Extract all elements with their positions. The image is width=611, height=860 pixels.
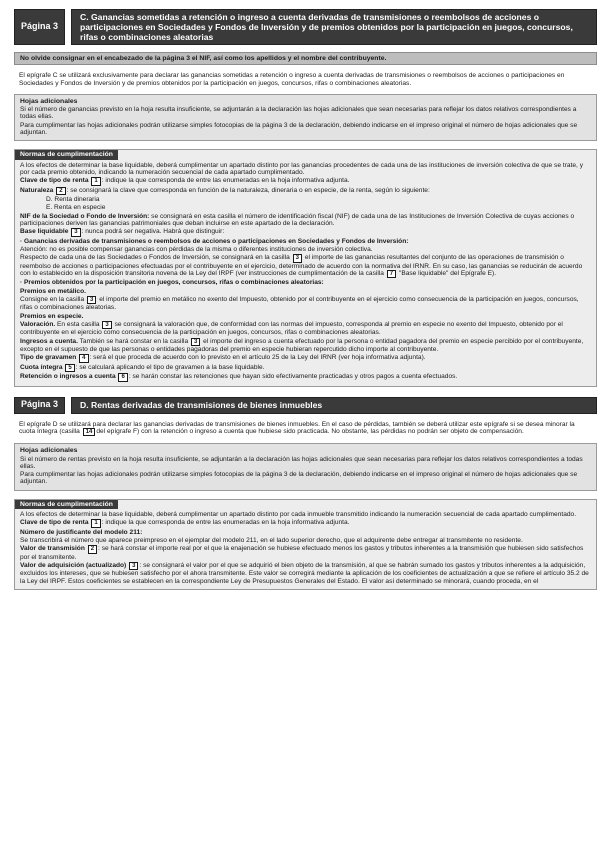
d-vt: Valor de transmisión 2 : se hará constar el importe real por el que la enajenación se hubiese efectuado menos los gastos y tributos inherentes a la transmisión que hubiesen sido satisfechos por el transmitente. (20, 545, 584, 561)
c-ret-box: 6 (118, 373, 127, 381)
d-clave-box: 1 (91, 519, 100, 527)
d-clave: Clave de tipo de renta 1 : indique la que corresponda de entre las enumeradas en la hoja informativa adjunta. (20, 519, 350, 527)
section-c-title: C. Ganancias sometidas a retención o ingreso a cuenta derivadas de transmisiones o reembolsos de acciones o participaciones en Sociedades y Fondos de Inversión y de premios obtenidos por la participación en juegos, concursos, rifas o combinaciones aleatorias (71, 9, 597, 45)
page (14, 9, 597, 590)
section-c-hojas-p1: Si el número de ganancias previsto en la hoja resulta insuficiente, se adjuntarán a la declaración las hojas adicionales que sean necesarias para reflejar los datos relativos correspondientes a todas ellas. (20, 106, 577, 121)
c-p-base: A los efectos de determinar la base liquidable, deberá cumplimentar un apartado distinto por las ganancias procedentes de cada una de las instituciones de inversión colectiva de que se trate, y por cada premio obtenido, indicando la numeración secuencial de cada apartado cumplimentado. (20, 161, 584, 176)
section-c-hojas-panel (14, 94, 597, 141)
c-cuota: Cuota íntegra 5 : se calculará aplicando el tipo de gravamen a la base liquidable. (20, 363, 265, 371)
c-tipo-box: 4 (79, 354, 88, 362)
c-clave: Clave de tipo de renta 1 : indique la que corresponda de entre las enumeradas en la hoja informativa adjunta. (20, 177, 350, 185)
c-resp-box2: 7 (387, 270, 396, 278)
c-resp-box: 3 (293, 254, 302, 262)
section-c-page-tag: Página 3 (14, 9, 65, 45)
c-ingresos: Ingresos a cuenta. También se hará constar en la casilla 3 el importe del ingreso a cuenta efectuado por la persona o entidad pagadora del premio en especie percibido por el contribuyente, excepto en el supuesto de que las personas o entidades pagadoras del premio en especie hubieran repercutido dicho importe al contribuyente. (20, 337, 584, 354)
section-c-normas (14, 149, 597, 386)
section-d-hojas-title: Hojas adicionales (20, 447, 78, 455)
section-c-normas-body (15, 160, 596, 386)
d-p-base: A los efectos de determinar la base liquidable, deberá cumplimentar un apartado distinto por cada inmueble transmitido indicando la numeración secuencial de cada apartado cumplimentado. (20, 511, 577, 519)
c-nif: NIF de la Sociedad o Fondo de Inversión: se consignará en esta casilla el número de identificación fiscal (NIF) de cada una de las Instituciones de Inversión Colectiva de cuyas acciones o participaciones deriven las ganancias patrimoniales que deban incluirse en este apartado de la declaración. (20, 212, 575, 227)
c-met: Consigne en la casilla 3 el importe del premio en metálico no exento del Impuesto, obtenido por el contribuyente en el ejercicio como consecuencia de la participación en juegos, concursos, rifas o combinaciones aleatorias. (20, 295, 579, 312)
d-intro-box: 14 (83, 428, 96, 436)
section-d-title: D. Rentas derivadas de transmisiones de bienes inmuebles (71, 397, 597, 414)
c-nat-box: 2 (56, 187, 65, 195)
section-d-hojas-panel (14, 443, 597, 490)
c-nat-d: D. Renta dineraria (46, 196, 100, 204)
d-vt-box: 2 (88, 545, 97, 553)
c-bl-box: 3 (71, 228, 80, 236)
section-d-page-tag: Página 3 (14, 397, 65, 414)
section-d-header (14, 397, 597, 414)
c-naturaleza: Naturaleza 2 : se consignará la clave que corresponda en función de la naturaleza, dineraria o en especie, de la renta, según lo siguiente: (20, 186, 430, 194)
c-respecto: Respecto de cada una de las Sociedades o Fondos de Inversión, se consignará en la casilla 3 el importe de las ganancias resultantes del conjunto de las operaciones de transmisión o reembolso de acciones o participaciones efectuadas por el contribuyente en el ejercicio, determinado de acuerdo con la normativa del IRNR. En su caso, las ganancias se reducirán de acuerdo con lo establecido en la disposición transitoria novena de la Ley del IRPF (ver instrucciones de cumplimentación de la casilla 7 "Base liquidable" del Epígrafe E). (20, 254, 583, 277)
c-prem-met: Premios en metálico. (20, 287, 86, 295)
section-c-hojas-title: Hojas adicionales (20, 97, 78, 105)
c-base-liq: Base liquidable 3 : nunca podrá ser negativa. Habrá que distinguir: (20, 228, 225, 236)
section-d-normas-tab: Normas de cumplimentación (15, 500, 118, 509)
c-cuota-box: 5 (65, 364, 74, 372)
section-d-intro: El epígrafe D se utilizará para declarar las ganancias derivadas de transmisiones de bienes inmuebles. En el caso de pérdidas, también se deberá utilizar este epígrafe si se desea minorar la cuota íntegra (casilla 14 del epígrafe F) con la retención o ingreso a cuenta que hubiese sido practicada. No obstante, las pérdidas no podrán ser objeto de compensación. (19, 420, 575, 435)
section-d-hojas-p1: Si el número de rentas previsto en la hoja resulta insuficiente, se adjuntarán a la declaración las hojas adicionales que sean necesarias para reflejar los datos relativos correspondientes a todas ellas. (20, 455, 583, 470)
section-c-normas-tab: Normas de cumplimentación (15, 150, 118, 159)
c-retencion: Retención o ingresos a cuenta 6 : se harán constar las retenciones que hayan sido efectivamente practicadas y otros pagos a cuenta efectuados. (20, 373, 458, 381)
section-c-hojas-p2: Para cumplimentar las hojas adicionales podrán utilizarse simples fotocopias de la página 3 de la declaración, debiendo indicarse en el impreso original el número de hojas adicionales que se adjuntan. (20, 121, 578, 137)
c-clave-box: 1 (91, 177, 100, 185)
c-nat-e: E. Renta en especie (46, 204, 106, 212)
c-atencion: Atención: no es posible compensar ganancias con pérdidas de la misma o diferentes instituciones de inversión colectiva. (20, 245, 373, 253)
section-d-normas-body (15, 509, 596, 589)
section-d-hojas-p2: Para cumplimentar las hojas adicionales podrán utilizarse simples fotocopias de la página 3 de la declaración, debiendo indicarse en el impreso original el número de hojas adicionales que se adjuntan. (20, 471, 578, 486)
c-prem-title: · Premios obtenidos por la participación en juegos, concursos, rifas o combinaciones aleatorias: (20, 279, 324, 287)
c-val-box: 3 (102, 321, 111, 329)
c-ing-box: 3 (191, 338, 200, 346)
c-valoracion: Valoración. En esta casilla 3 se consignará la valoración que, de conformidad con las normas del impuesto, corresponda al premio en especie no exento del Impuesto, obtenido por el contribuyente en el ejercicio como consecuencia de la participación en juegos, concursos, rifas o combinaciones aleatorias. (20, 320, 563, 337)
c-met-box: 3 (87, 296, 96, 304)
c-tipo: Tipo de gravamen 4 : será el que proceda de acuerdo con lo previsto en el artículo 25 de la Ley del IRNR (ver hoja informativa adjunta). (20, 354, 426, 362)
d-num-text: Se transcribirá el número que aparece preimpreso en el ejemplar del modelo 211, en el lado superior derecho, que el adquirente debe entregar al transmitente no residente. (20, 537, 523, 545)
c-gan-title: · Ganancias derivadas de transmisiones o reembolsos de acciones o participaciones en Sociedades y Fondos de Inversión: (20, 237, 409, 245)
section-c-intro: El epígrafe C se utilizará exclusivamente para declarar las ganancias sometidas a retención o ingreso a cuenta derivadas de transmisiones o reembolsos de acciones o participaciones en Sociedades y Fondos de Inversión y de premios obtenidos por la participación en juegos, concursos, rifas o combinaciones aleatorias. (19, 72, 565, 87)
c-prem-esp: Premios en especie. (20, 312, 84, 320)
d-num-label: Número de justificante del modelo 211: (20, 528, 143, 536)
section-d-normas (14, 499, 597, 590)
section-c-warning: No olvide consignar en el encabezado de la página 3 el NIF, así como los apellidos y el nombre del contribuyente. (14, 52, 597, 65)
section-c-header (14, 9, 597, 45)
d-va: Valor de adquisición (actualizado) 3 : se consignará el valor por el que se adquirió el bien objeto de la transmisión, al que se habrán sumado los gastos y tributos inherentes a la adquisición, excluidos los intereses, que se hubiesen satisfecho por el ahora transmitente. Este valor se corregirá mediante la aplicación de los coeficientes de actualización a que se refiere el artículo 35.2 de la Ley del IRPF. Estos coeficientes se establecen en la correspondiente Ley de Presupuestos Generales del Estado. El valor así determinado se minorará, cuando proceda, en el (20, 562, 589, 585)
d-va-box: 3 (129, 562, 138, 570)
